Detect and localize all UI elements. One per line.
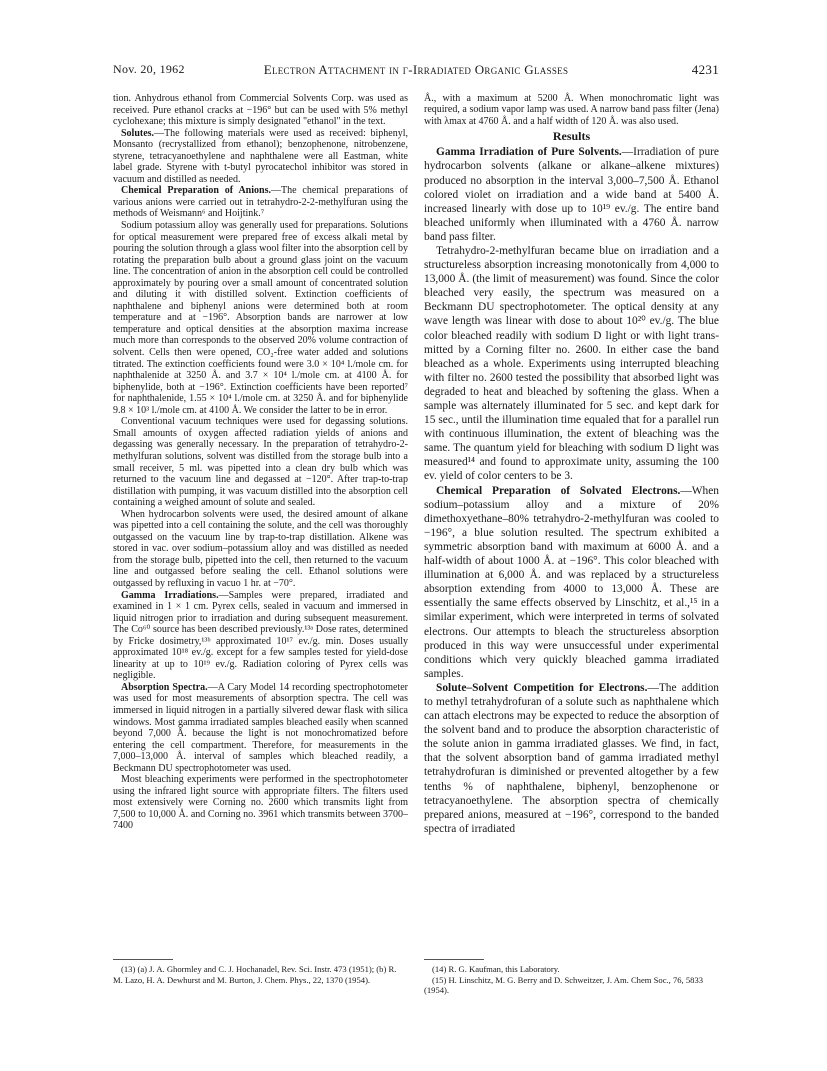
paragraph-text: —The chemical preparations of various anions were carried out in tetrahydro-2-2-methylfuran using the methods of Weismann⁶ and Hoijtink.⁷ (113, 185, 408, 220)
paragraph: Å., with a maximum at 5200 Å. When monochromatic light was required, a sodium vapor lamp was used. A narrow band pass filter (Jena) with λmax at 4760 Å. and a half width of 120 Å. was also used. (424, 93, 719, 127)
paragraph (424, 484, 719, 681)
paragraph (113, 185, 408, 220)
footnotes-right (424, 964, 719, 996)
paragraph (113, 128, 408, 186)
article-title: Electron Attachment in γ-Irradiated Organic Glasses (263, 62, 569, 77)
paragraph (113, 682, 408, 774)
right-column (424, 93, 719, 836)
paragraph-text: —Irradiation of pure hydrocarbon solvents (alkane or alkane–alkene mixtures) produced no absorption in the interval 3,000–7,500 Å. Ethanol colored violet on irradiation and a wide band at 5400 Å. increased linearly with dose up to 10¹⁹ ev./g. The entire band bleached uniformly when illuminated with a 4760 Å. narrow band pass filter. (424, 146, 719, 243)
paragraph-heading: Absorption Spectra. (121, 681, 208, 693)
left-column (113, 93, 408, 832)
section-title: Results (552, 129, 591, 144)
paragraph: Tetrahydro-2-methylfuran became blue on irradiation and a structureless absorption increasing monotonically from 4,000 to 13,000 Å. (the limit of measurement) was found. Since the color bleached very easily, the spectrum was measured on a Beckmann DU spectrophotometer. The optical density at any wave length was linear with dose to about 10²⁰ ev./g. The blue color bleached readily with sodium D light or with light transmitted by a Corning filter no. 2600. In either case the band bleached as a whole. Experiments using interrupted bleaching with filter no. 2600 tested the possibility that absorbed light was degraded to heat and bleached by softening the glass. When a sample was alternately illuminated for 5 sec. and kept dark for 15 sec., until the illumination time equaled that for a parallel run with continuous illumination, the extent of bleaching was the same. The quantum yield for bleaching with sodium D light was measured¹⁴ and found to approximate unity, assuming the 100 ev. yield of color centers to be 3. (424, 244, 719, 483)
paragraph-text: —A Cary Model 14 recording spectrophotometer was used for most measurements of absorption spectra. The cell was immersed in liquid nitrogen in a partially silvered dewar flask with silica windows. Most gamma irradiated samples bleached easily when scanned beyond 7,000 Å. because the light is not monochromatized before entering the cell compartment. Therefore, for measurements in the 7,000–13,000 Å. interval of samples which bleached readily, a Beckmann DU spectrophotometer was used. (113, 681, 408, 774)
paragraph (424, 145, 719, 244)
footnote-rule (113, 959, 173, 960)
paragraph: Sodium potassium alloy was generally used for preparations. Solutions for optical measurement were prepared free of excess alkali metal by pouring the solution through a glass wool filter into the absorption cell by rotating the preparation bulb about a ground glass joint on the vacuum line. The concentration of anion in the absorption cell could be controlled approximately by pouring over a small amount of concentrated solution and diluting it with distilled solvent. Extinction coefficients of naphthalene and biphenyl anions were determined both at room temperature and at −196°. Absorption bands are narrower at low temperature and optical densities at the absorption maxima increase much more than corresponds to the observed 20% volume contraction of solvent. Cells then were opened, CO₂-free water added and solutions titrated. The extinction coefficients found were 3.0 × 10⁴ l./mole cm. for naphthalenide at 3250 Å. and 3.7 × 10⁴ l./mole cm. at 4100 Å. for biphenylide, both at −196°. Extinction coefficients have been reported⁷ for naphthalenide, 1.55 × 10⁴ l./mole cm. at 3250 Å. and for biphenylide 9.8 × 10³ l./mole cm. at 4100 Å. We consider the latter to be in error. (113, 220, 408, 416)
paragraph: Conventional vacuum techniques were used for degassing solutions. Small amounts of oxygen affected radiation yields of anions and degassing was generally necessary. In the preparation of tetrahydro-2-methylfuran solutions, solvent was distilled from the storage bulb into a small receiver, 5 ml. was pipetted into a clean dry bulb which was returned to the vacuum line and degassed at −120°. After trap-to-trap distillation with pumping, it was vacuum distilled into the absorption cell containing a weighed amount of solute and sealed. (113, 416, 408, 509)
paragraph-text: —The addition to methyl tetrahydrofuran of a solute such as naphthalene which can attach electrons may be expected to reduce the absorption of the solvent band and to produce the absorption characteristic of the solute anion in gamma irradiated glasses. We find, in fact, that the solvent absorption band of gamma irradiated methyl tetrahydrofuran is diminished or prevented altogether by a few tenths % of naphthalene, biphenyl, benzophenone or tetracyanoethylene. The absorption spectra of chemically prepared anions, measured at −196°, correspond to the banded spectra of irradiated (424, 681, 719, 835)
issue-date: Nov. 20, 1962 (113, 62, 185, 76)
paragraph-heading: Gamma Irradiation of Pure Solvents. (436, 146, 622, 159)
paragraph (113, 590, 408, 682)
footnote-rule (424, 959, 484, 960)
footnote: (14) R. G. Kaufman, this Laboratory. (432, 964, 560, 974)
paragraph-heading: Solute–Solvent Competition for Electrons. (436, 681, 648, 694)
paragraph: When hydrocarbon solvents were used, the desired amount of alkane was pipetted into a cell containing the solute, and the cell was thoroughly outgassed on the vacuum line by trap-to-trap distillation. Alkene was stored in vac. over sodium–potassium alloy and was distilled as needed from the storage bulb, pipetted into the cell, then returned to the vacuum line and outgassed before sealing the cell. Ethanol solutions were outgassed by refluxing in vacuo 1 hr. at −70°. (113, 508, 408, 589)
paragraph-heading: Chemical Preparation of Solvated Electrons. (436, 484, 681, 497)
paragraph (424, 681, 719, 836)
paragraph-text: —When sodium–potassium alloy and a mixture of 20% dimethoxyethane–80% tetrahydro-2-methylfuran was cooled to −196°, a blue solution resulted. The spectrum exhibited a symmetric absorption band with maximum at 6000 Å. and a half-width of about 1000 Å. at −196°. This color bleached with illumination at 6,000 Å. and was replaced by a structureless absorption extending from 4000 to 13,000 Å. These are essentially the same effects observed by Linschitz, et al.,¹⁵ in a similar experiment, which were interpreted in terms of solvated electrons. Our attempts to bleach the structureless absorption produced in this way were unsuccessful under experimental conditions which very quickly bleached gamma irradiated samples. (424, 484, 719, 680)
footnote: (15) H. Linschitz, M. G. Berry and D. Schweitzer, J. Am. Chem Soc., 76, 5833 (1954). (424, 974, 704, 995)
paragraph-text: —Samples were prepared, irradiated and examined in 1 × 1 cm. Pyrex cells, sealed in vacuum and immersed in liquid nitrogen prior to irradiation and during subsequent measurement. The Co⁶⁰ source has been described previously.¹³ᵃ Dose rates, determined by Fricke dosimetry,¹³ᵇ approximated 10¹⁷ ev./g. min. Doses usually approximated 10¹⁸ ev./g. except for a few samples tested for yield-dose linearity at up to 10¹⁹ ev./g. Radiation coloring of Pyrex cells was negligible. (113, 589, 408, 682)
footnotes-left (113, 964, 408, 985)
paragraph-heading: Chemical Preparation of Anions. (121, 185, 271, 197)
paragraph-text: —The following materials were used as received: biphenyl, Monsanto (recrystallized from ethanol); benzophenone, nitrobenzene, styrene, tetracyanoethylene and naphthalene were all Eastman, white label grade. Styrene with t-butyl pyrocatechol inhibitor was stored in vacuum and distilled as needed. (113, 127, 408, 185)
paragraph-heading: Solutes. (121, 127, 155, 139)
paragraph: Most bleaching experiments were performed in the spectrophotometer using the infrared light source with appropriate filters. The filters used most extensively were Corning no. 2600 which transmits light from 7,500 to 10,000 Å. and Corning no. 3961 which transmits between 3700–7400 (113, 774, 408, 832)
paragraph: tion. Anhydrous ethanol from Commercial Solvents Corp. was used as received. Pure ethanol cracks at −196° but can be used with 5% methyl cyclohexane; this mixture is simply designated "ethanol" in the text. (113, 93, 408, 128)
running-head (113, 62, 719, 78)
page-number: 4231 (691, 62, 719, 77)
footnote: (13) (a) J. A. Ghormley and C. J. Hochanadel, Rev. Sci. Instr. 473 (1951); (b) R. M. Lazo, H. A. Dewhurst and M. Burton, J. Chem. Phys., 22, 1370 (1954). (113, 964, 397, 985)
paragraph-heading: Gamma Irradiations. (121, 589, 219, 601)
